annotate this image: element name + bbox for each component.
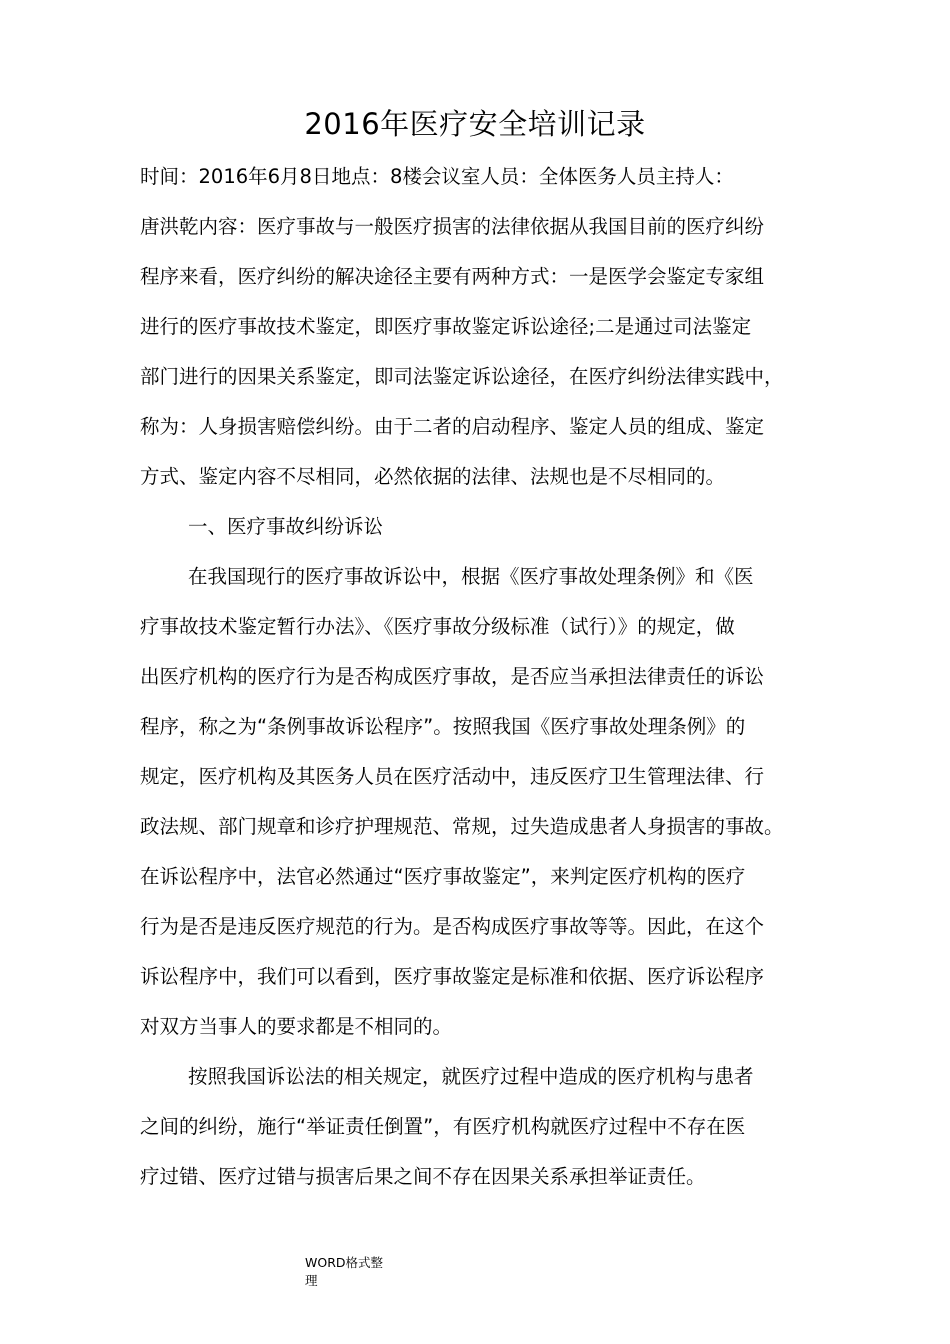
body-line-10: 疗事故技术鉴定暂行办法》、《医疗事故分级标准（试行）》的规定，做 bbox=[140, 615, 735, 638]
document-title: 2016年医疗安全培训记录 bbox=[304, 107, 646, 141]
body-line-15: 在诉讼程序中，法官必然通过“医疗事故鉴定”，来判定医疗机构的医疗 bbox=[140, 865, 746, 888]
body-line-9: 在我国现行的医疗事故诉讼中，根据《医疗事故处理条例》和《医 bbox=[188, 565, 754, 588]
body-line-18: 对双方当事人的要求都是不相同的。 bbox=[140, 1015, 453, 1038]
body-line-19: 按照我国诉讼法的相关规定，就医疗过程中造成的医疗机构与患者 bbox=[188, 1065, 754, 1088]
section-heading: 一、医疗事故纠纷诉讼 bbox=[188, 515, 384, 538]
body-line-16: 行为是否是违反医疗规范的行为。是否构成医疗事故等等。因此，在这个 bbox=[140, 915, 765, 938]
page-footer bbox=[305, 1254, 415, 1290]
body-line-3: 程序来看，医疗纠纷的解决途径主要有两种方式：一是医学会鉴定专家组 bbox=[140, 265, 765, 288]
body-line-17: 诉讼程序中，我们可以看到，医疗事故鉴定是标准和依据、医疗诉讼程序 bbox=[140, 965, 765, 988]
body-line-2: 唐洪乾内容：医疗事故与一般医疗损害的法律依据从我国目前的医疗纠纷 bbox=[140, 215, 765, 238]
footer-line-2: 理 bbox=[305, 1273, 318, 1288]
body-line-7: 方式、鉴定内容不尽相同，必然依据的法律、法规也是不尽相同的。 bbox=[140, 465, 726, 488]
body-line-12: 程序，称之为“条例事故诉讼程序”。按照我国《医疗事故处理条例》的 bbox=[140, 715, 746, 738]
body-line-1: 时间：2016年6月8日地点：8楼会议室人员：全体医务人员主持人： bbox=[140, 165, 734, 188]
body-line-6: 称为：人身损害赔偿纠纷。由于二者的启动程序、鉴定人员的组成、鉴定 bbox=[140, 415, 765, 438]
body-line-21: 疗过错、医疗过错与损害后果之间不存在因果关系承担举证责任。 bbox=[140, 1165, 706, 1188]
body-line-4: 进行的医疗事故技术鉴定，即医疗事故鉴定诉讼途径;二是通过司法鉴定 bbox=[140, 315, 752, 338]
body-line-5: 部门进行的因果关系鉴定，即司法鉴定诉讼途径，在医疗纠纷法律实践中， bbox=[140, 365, 784, 388]
body-line-14: 政法规、部门规章和诊疗护理规范、常规，过失造成患者人身损害的事故。 bbox=[140, 815, 784, 838]
body-line-20: 之间的纠纷，施行“举证责任倒置”，有医疗机构就医疗过程中不存在医 bbox=[140, 1115, 746, 1138]
body-line-11: 出医疗机构的医疗行为是否构成医疗事故，是否应当承担法律责任的诉讼 bbox=[140, 665, 765, 688]
footer-line-1: WORD格式整 bbox=[305, 1255, 384, 1270]
body-line-13: 规定，医疗机构及其医务人员在医疗活动中，违反医疗卫生管理法律、行 bbox=[140, 765, 765, 788]
